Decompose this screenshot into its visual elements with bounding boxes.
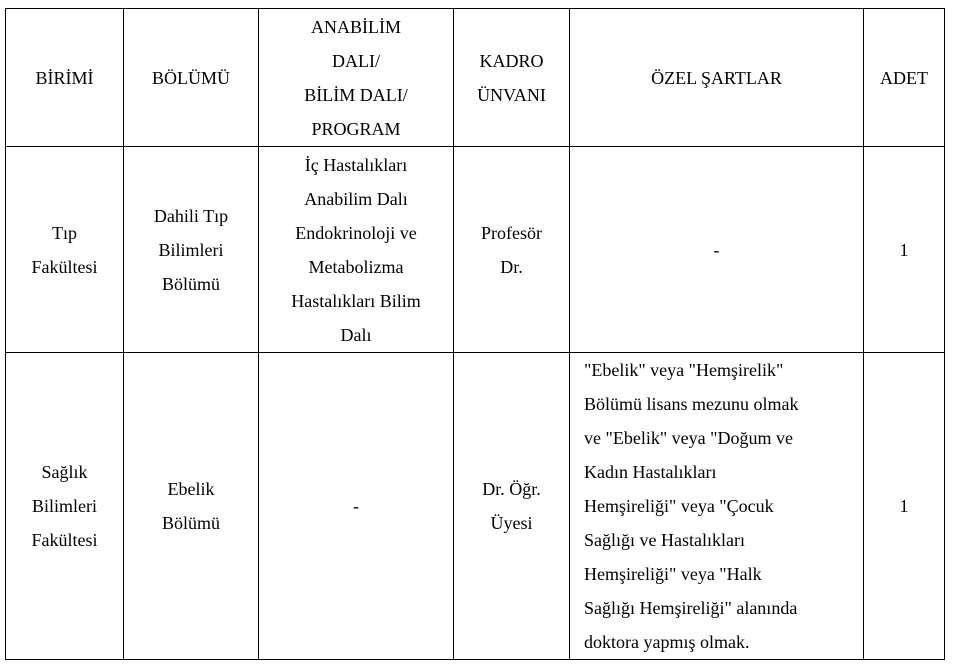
cell-line: Dalı	[340, 324, 372, 345]
cell-line: Fakültesi	[31, 256, 98, 277]
header-row	[6, 9, 945, 147]
cell-line: Bölümü	[161, 273, 220, 294]
cell-unit	[6, 353, 124, 660]
table-row	[6, 147, 945, 353]
cell-line: Sağlık	[41, 462, 88, 482]
cell-line: ve "Ebelik" veya "Doğum ve	[584, 428, 793, 448]
header-program-line: ANABİLİM	[311, 16, 401, 37]
cell-line: Bölümü	[161, 513, 220, 533]
cell-line: "Ebelik" veya "Hemşirelik"	[584, 360, 784, 380]
cell-count: 1	[864, 147, 945, 353]
cell-line: doktora yapmış olmak.	[584, 632, 750, 652]
cell-line: Üyesi	[490, 513, 533, 533]
header-program-line: PROGRAM	[311, 118, 401, 139]
cell-line: -	[353, 496, 359, 516]
cell-program	[259, 147, 454, 353]
cell-line: Sağlığı Hemşireliği" alanında	[584, 598, 798, 618]
header-unit: BİRİMİ	[6, 9, 124, 147]
header-title-line: ÜNVANI	[477, 84, 546, 105]
table-row	[6, 353, 945, 660]
cell-count: 1	[864, 353, 945, 660]
cell-line: Bölümü lisans mezunu olmak	[584, 394, 799, 414]
cell-line: Tıp	[52, 222, 77, 243]
cell-line: Ebelik	[167, 479, 215, 499]
cell-department	[124, 147, 259, 353]
cell-line: Metabolizma	[308, 256, 404, 277]
cell-title	[454, 353, 570, 660]
cell-line: -	[713, 239, 720, 260]
cell-line: Kadın Hastalıkları	[584, 462, 717, 482]
cell-line: Endokrinoloji ve	[295, 222, 417, 243]
header-program-line: BİLİM DALI/	[304, 84, 408, 105]
cell-line: Dahili Tıp	[153, 205, 229, 226]
cell-line: Bilimleri	[158, 239, 224, 260]
header-department: BÖLÜMÜ	[124, 9, 259, 147]
header-title	[454, 9, 570, 147]
cell-line: Anabilim Dalı	[304, 188, 408, 209]
cell-department	[124, 353, 259, 660]
cell-line: Sağlığı ve Hastalıkları	[584, 530, 745, 550]
cell-unit	[6, 147, 124, 353]
cell-line: İç Hastalıkları	[304, 154, 408, 175]
cell-program	[259, 353, 454, 660]
header-program-line: DALI/	[332, 50, 380, 71]
cell-line: Bilimleri	[32, 496, 97, 516]
staff-positions-table	[5, 8, 945, 660]
cell-line: Hemşireliği" veya "Çocuk	[584, 496, 774, 516]
cell-conditions	[570, 147, 864, 353]
header-title-line: KADRO	[479, 50, 544, 71]
header-count: ADET	[864, 9, 945, 147]
cell-conditions	[570, 353, 864, 660]
cell-line: Profesör	[481, 222, 542, 243]
cell-line: Hemşireliği" veya "Halk	[584, 564, 762, 584]
cell-line: Hastalıkları Bilim	[291, 290, 421, 311]
header-program	[259, 9, 454, 147]
cell-line: Dr. Öğr.	[482, 479, 541, 499]
cell-line: Fakültesi	[31, 530, 98, 550]
cell-line: Dr.	[500, 256, 523, 277]
header-conditions: ÖZEL ŞARTLAR	[570, 9, 864, 147]
cell-title	[454, 147, 570, 353]
